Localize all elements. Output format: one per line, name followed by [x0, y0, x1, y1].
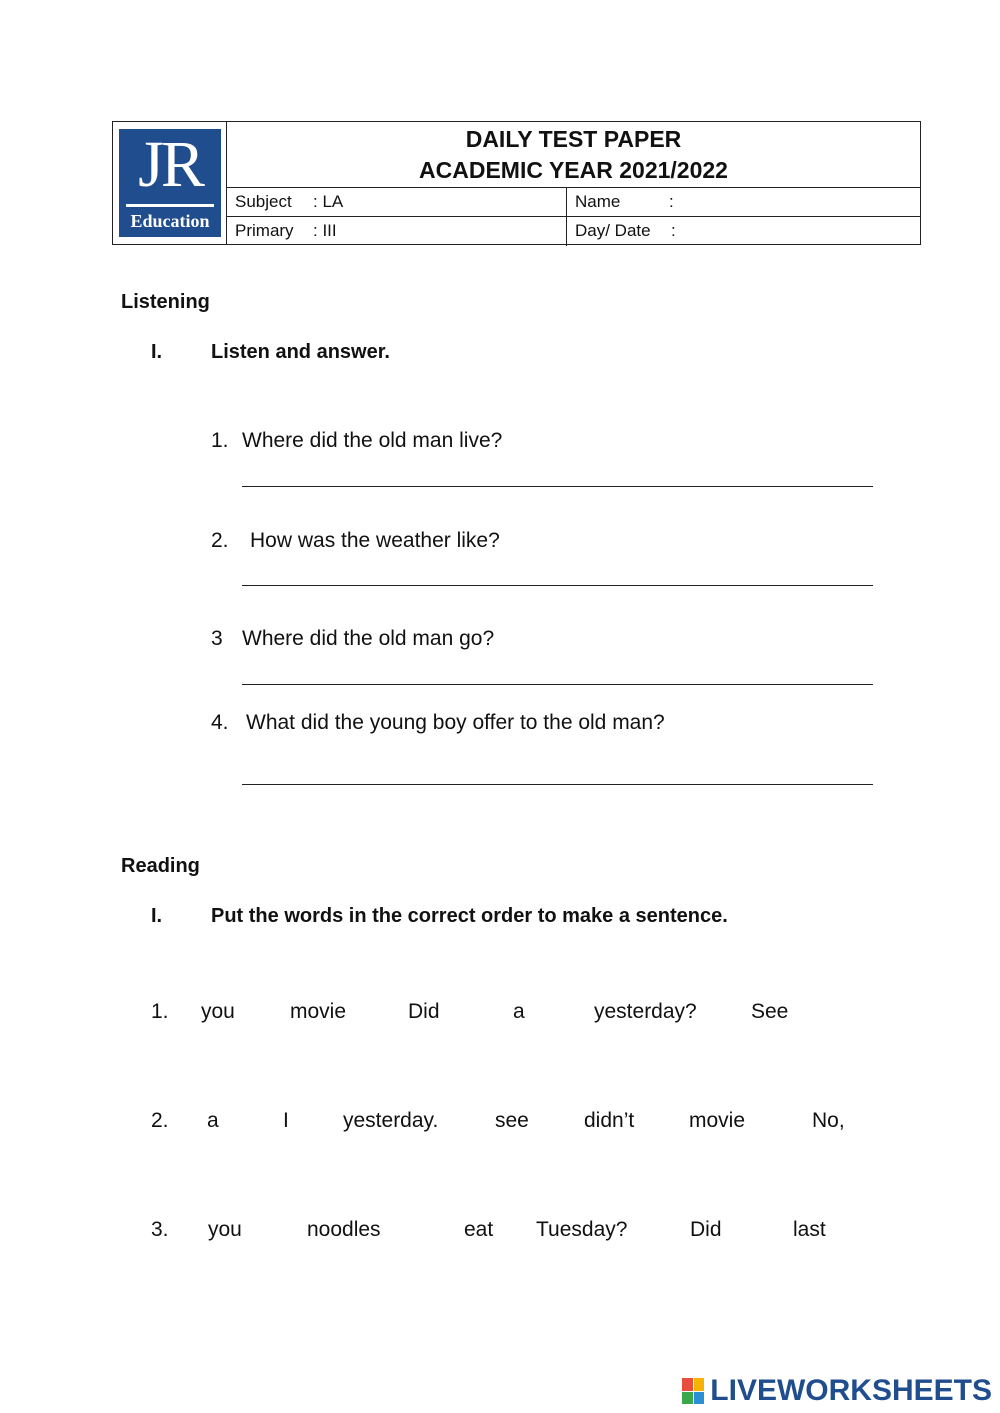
- word-tile[interactable]: Tuesday?: [536, 1218, 628, 1241]
- answer-line[interactable]: [242, 684, 873, 685]
- word-tile[interactable]: you: [201, 1000, 235, 1023]
- icon-tile-yellow: [694, 1378, 705, 1391]
- word-tile[interactable]: No,: [812, 1109, 845, 1132]
- listening-task-number: I.: [151, 341, 163, 363]
- word-tile[interactable]: a: [513, 1000, 525, 1023]
- logo-jr-text: JR: [138, 128, 202, 201]
- word-tile[interactable]: Did: [690, 1218, 722, 1241]
- title-cell: [227, 122, 920, 188]
- logo-education-text: Education: [130, 211, 210, 231]
- question-text: Where did the old man live?: [242, 429, 503, 452]
- question-number: 2.: [211, 529, 229, 552]
- answer-line[interactable]: [242, 486, 873, 487]
- name-label: Name: [575, 192, 621, 211]
- word-tile[interactable]: last: [793, 1218, 826, 1241]
- word-tile[interactable]: didn’t: [584, 1109, 635, 1132]
- question-text: Where did the old man go?: [242, 627, 495, 650]
- word-tile[interactable]: movie: [689, 1109, 746, 1132]
- question-text: How was the weather like?: [250, 529, 500, 552]
- date-cell[interactable]: [567, 217, 920, 246]
- word-tile[interactable]: I: [283, 1109, 289, 1132]
- word-tile[interactable]: See: [751, 1000, 789, 1023]
- icon-tile-red: [682, 1378, 693, 1391]
- logo-divider: [126, 204, 214, 207]
- word-tile[interactable]: yesterday.: [343, 1109, 439, 1132]
- liveworksheets-wordmark: LIVEWORKSHEETS: [710, 1374, 992, 1407]
- answer-line[interactable]: [242, 784, 873, 785]
- subject-label: Subject: [235, 192, 292, 211]
- question-number: 4.: [211, 711, 229, 734]
- question-text: What did the young boy offer to the old man?: [246, 711, 665, 734]
- reading-task-number: I.: [151, 905, 163, 927]
- primary-label: Primary: [235, 221, 294, 240]
- word-tile[interactable]: Did: [408, 1000, 440, 1023]
- sentence-number: 1.: [151, 1000, 169, 1023]
- primary-cell: [227, 217, 567, 246]
- jr-education-logo: [119, 129, 221, 237]
- date-value: :: [671, 221, 676, 240]
- reading-task-label: Put the words in the correct order to make a sentence.: [211, 905, 728, 927]
- word-tile[interactable]: yesterday?: [594, 1000, 697, 1023]
- word-tile[interactable]: you: [208, 1218, 242, 1241]
- date-label: Day/ Date: [575, 221, 651, 240]
- word-tile[interactable]: movie: [290, 1000, 347, 1023]
- subject-cell: [227, 188, 567, 216]
- question-number: 3: [211, 627, 223, 650]
- answer-line[interactable]: [242, 585, 873, 586]
- listening-heading: Listening: [121, 291, 210, 313]
- liveworksheets-icon: [682, 1378, 704, 1404]
- icon-tile-green: [682, 1392, 693, 1405]
- sentence-number: 2.: [151, 1109, 169, 1132]
- word-tile[interactable]: see: [495, 1109, 529, 1132]
- liveworksheets-brand: [682, 1374, 992, 1408]
- listening-task-label: Listen and answer.: [211, 341, 390, 363]
- word-tile[interactable]: eat: [464, 1218, 494, 1241]
- name-cell[interactable]: [567, 188, 920, 216]
- test-title: DAILY TEST PAPER: [465, 126, 682, 152]
- icon-tile-blue: [694, 1392, 705, 1405]
- primary-value: : III: [313, 221, 337, 240]
- sentence-number: 3.: [151, 1218, 169, 1241]
- reading-heading: Reading: [121, 855, 200, 877]
- header-row-2: [227, 217, 920, 246]
- header-row-1: [227, 188, 920, 217]
- logo-cell: [113, 122, 227, 244]
- header-table: [112, 121, 921, 245]
- subject-value: : LA: [313, 192, 344, 211]
- word-tile[interactable]: noodles: [307, 1218, 381, 1241]
- name-value: :: [669, 192, 674, 211]
- academic-year: ACADEMIC YEAR 2021/2022: [419, 157, 728, 183]
- question-number: 1.: [211, 429, 229, 452]
- word-tile[interactable]: a: [207, 1109, 219, 1132]
